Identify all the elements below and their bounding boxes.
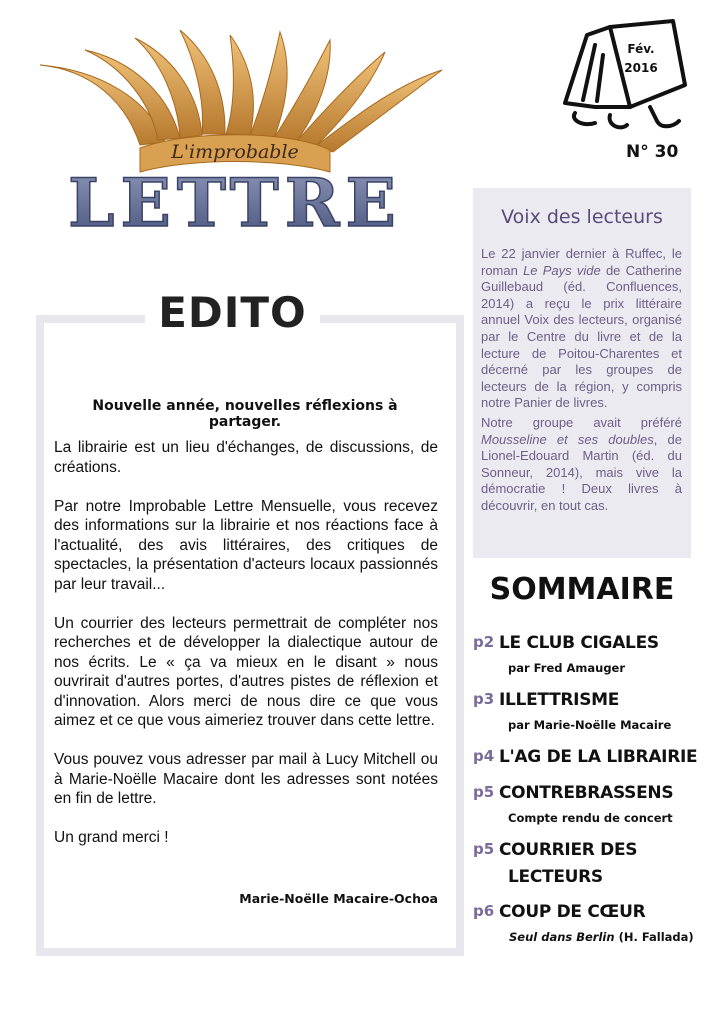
voix-text: de Catherine Guillebaud (éd. Confluences, 2014) a reçu le prix littéraire annuel Voix des lecteurs, organisé par le Centre du livre et de la lecture de Poitou-Charentes et décerné par les groupes de lecteurs de la région, y compris notre Panier de livres. (481, 262, 682, 411)
book-title-seul-dans-berlin: Seul dans Berlin (509, 930, 615, 944)
voix-text: Notre groupe avait préféré (481, 414, 682, 430)
sommaire-heading: ILLETTRISME (499, 690, 620, 710)
sommaire-heading: L'AG DE LA LIBRAIRIE (499, 747, 698, 767)
sommaire-heading: COURRIER DES (499, 840, 638, 860)
voix-text: , de Lionel-Edouard Martin (éd. du Sonneur, 2014), mais vive la démocratie ! Deux livres à découvrir, en tout cas. (481, 431, 683, 513)
sommaire-subtitle: Compte rendu de concert (508, 811, 673, 825)
sommaire-heading: COUP DE CŒUR (499, 902, 646, 922)
sommaire-page: p6 (473, 902, 495, 920)
edito-title: EDITO (145, 282, 320, 344)
book-title-le-pays-vide: Le Pays vide (523, 262, 601, 278)
voix-body (481, 246, 682, 518)
issue-date (618, 40, 664, 78)
sommaire-heading: CONTREBRASSENS (499, 783, 674, 803)
sommaire-subtitle: par Marie-Noëlle Macaire (508, 718, 672, 732)
voix-paragraph-2 (481, 415, 682, 515)
voix-text: Le 22 janvier dernier à Ruffec, le roman (481, 246, 682, 278)
issue-number: N° 30 (626, 142, 679, 162)
edito-paragraph: Un courrier des lecteurs permettrait de compléter nos recherches et de développer la dialectique autour de nos écrits. Le « ça va mieux en le disant » nous ouvrirait d'autres portes, d'autres pistes de réflexion et d'innovation. Alors merci de nous dire ce que vous aimez et ce que vous aimeriez trouver dans cette lettre. (54, 614, 438, 729)
voix-title: Voix des lecteurs (501, 206, 663, 228)
flame-crown-logo (30, 30, 450, 245)
sommaire-page: p3 (473, 690, 495, 708)
edito-paragraph: Vous pouvez vous adresser par mail à Lucy Mitchell ou à Marie-Noëlle Macaire dont les adresses sont notées en fin de lettre. (54, 751, 438, 807)
voix-paragraph-1 (481, 246, 682, 412)
sommaire-heading: LE CLUB CIGALES (499, 633, 659, 653)
issue-year: 2016 (624, 61, 658, 75)
book-title-mousseline: Mousseline et ses doubles (481, 431, 654, 447)
sommaire-title: SOMMAIRE (489, 572, 675, 607)
edito-body (54, 438, 438, 867)
sommaire-page: p5 (473, 840, 495, 858)
edito-paragraph: La librairie est un lieu d'échanges, de discussions, de créations. (54, 439, 438, 476)
issue-month: Fév. (627, 42, 655, 56)
edito-subtitle: Nouvelle année, nouvelles réflexions à partager. (92, 398, 398, 430)
edito-signature: Marie-Noëlle Macaire-Ochoa (239, 891, 438, 906)
sommaire-page: p2 (473, 633, 495, 651)
sommaire-heading-line2: LECTEURS (508, 867, 603, 887)
sommaire-page: p5 (473, 783, 495, 801)
sommaire-subtitle: par Fred Amauger (508, 661, 626, 675)
newsletter-logo (30, 30, 450, 245)
sommaire-page: p4 (473, 747, 495, 765)
logo-script-text: L'improbable (171, 141, 299, 163)
edito-paragraph: Un grand merci ! (54, 829, 169, 846)
book-author: (H. Fallada) (614, 930, 694, 944)
sommaire-subtitle (509, 930, 694, 944)
edito-paragraph: Par notre Improbable Lettre Mensuelle, vous recevez des informations sur la librairie et nos réactions face à l'actualité, des avis littéraires, des critiques de spectacles, la présentation d'acteurs locaux passionnés par leur travail... (54, 497, 438, 593)
logo-main-text: LETTRE (68, 164, 402, 242)
